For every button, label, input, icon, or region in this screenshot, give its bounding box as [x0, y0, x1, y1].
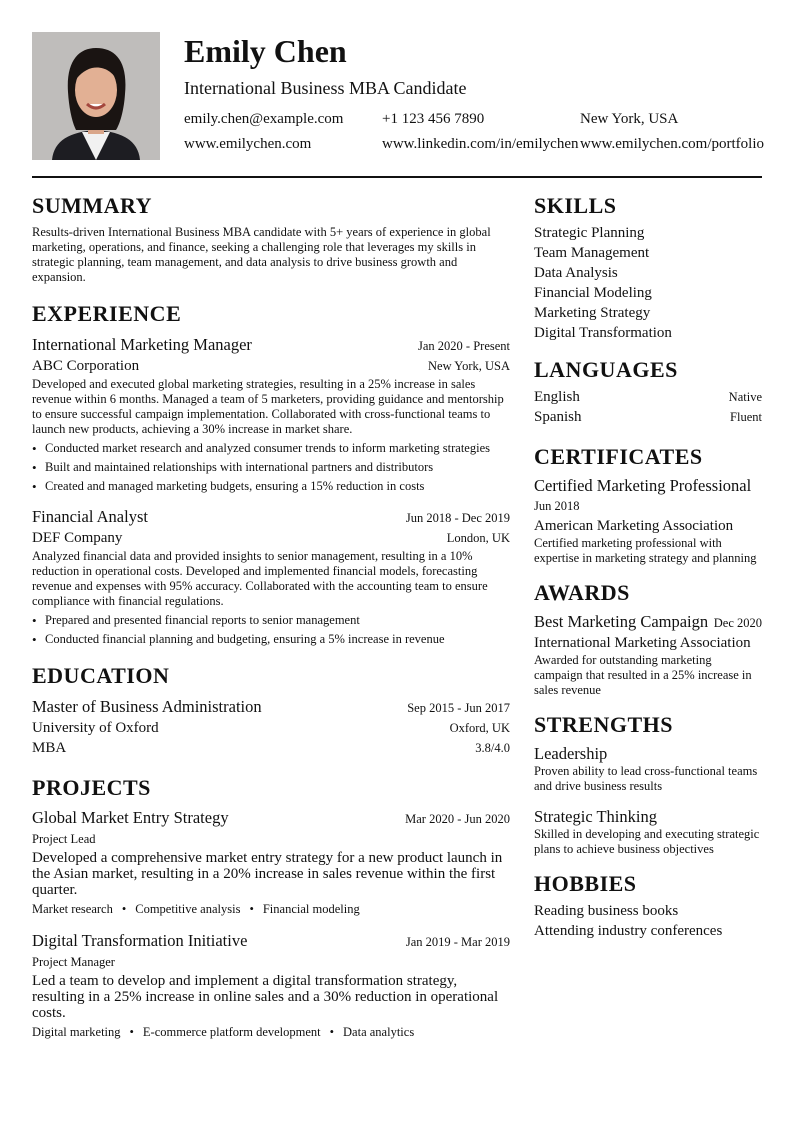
strengths-section: [534, 712, 762, 857]
job-location: New York, USA: [428, 359, 510, 373]
section-heading: EXPERIENCE: [32, 301, 182, 326]
summary-text: Results-driven International Business MBA candidate with 5+ years of experience in global marketing, operations, and finance, seeking a challenging role that leverages my skills in strategic planning, team management, and data analysis to drive business growth and expansion.: [32, 225, 491, 284]
project-title: Global Market Entry Strategy: [32, 808, 229, 827]
list-item: Marketing Strategy: [534, 305, 651, 321]
project-role: Project Lead: [32, 832, 96, 846]
list-item: • Built and maintained relationships with international partners and distributors: [32, 460, 510, 475]
language-level: Native: [728, 390, 762, 404]
award-description: Awarded for outstanding marketing campaign that resulted in a 25% increase in sales revenue: [534, 653, 752, 697]
job-title: International Marketing Manager: [32, 335, 252, 354]
tag-separator: •: [121, 902, 127, 916]
job-title: Financial Analyst: [32, 507, 148, 526]
location-text: New York, USA: [580, 111, 679, 127]
award-date: Dec 2020: [713, 616, 762, 630]
strength-title: Strategic Thinking: [534, 807, 657, 826]
job-dates: Jan 2020 - Present: [418, 339, 510, 353]
header-divider: [32, 176, 762, 178]
list-item: Digital Transformation: [534, 325, 672, 341]
project-title: Digital Transformation Initiative: [32, 931, 248, 950]
full-name: Emily Chen: [184, 33, 347, 69]
sidebar-column: [534, 193, 762, 941]
language-row: [534, 387, 762, 407]
section-heading: AWARDS: [534, 580, 630, 605]
school-name: University of Oxford: [32, 720, 159, 736]
gpa-value: 3.8/4.0: [475, 741, 510, 755]
experience-section: [32, 301, 510, 647]
project-role: Project Manager: [32, 955, 115, 969]
tag: Competitive analysis: [135, 902, 241, 916]
website-link[interactable]: www.emilychen.com: [184, 136, 312, 152]
linkedin-link[interactable]: www.linkedin.com/in/emilychen: [382, 136, 579, 152]
project-description: Led a team to develop and implement a digital transformation strategy, resulting in a 25% increase in online sales and a 30% reduction in operational costs.: [32, 973, 499, 1021]
job-bullets: [32, 441, 510, 494]
list-item: • Created and managed marketing budgets, ensuring a 15% reduction in costs: [32, 479, 510, 494]
certificate-date: Jun 2018: [534, 499, 580, 513]
project-tags: [32, 901, 510, 917]
award-title: Best Marketing Campaign: [534, 612, 709, 631]
list-item: Strategic Planning: [534, 225, 645, 241]
section-heading: CERTIFICATES: [534, 444, 703, 469]
tag: Data analytics: [343, 1025, 415, 1039]
section-heading: STRENGTHS: [534, 712, 673, 737]
job-dates: Jun 2018 - Dec 2019: [405, 511, 510, 525]
language-name: English: [534, 389, 580, 405]
list-item: • Prepared and presented financial reports to senior management: [32, 613, 510, 628]
main-column: [32, 193, 510, 1040]
portfolio-link[interactable]: www.emilychen.com/portfolio: [580, 136, 764, 152]
job-bullets: [32, 613, 510, 647]
strength-description: Skilled in developing and executing strategic plans to achieve business objectives: [534, 827, 760, 856]
language-level: Fluent: [730, 410, 762, 424]
section-heading: PROJECTS: [32, 775, 151, 800]
awards-section: [534, 580, 762, 698]
tag: Digital marketing: [32, 1025, 121, 1039]
tag: Market research: [32, 902, 113, 916]
degree-short: MBA: [32, 740, 67, 756]
company-name: DEF Company: [32, 530, 123, 546]
job-description: Developed and executed global marketing strategies, resulting in a 25% increase in sales revenue within 6 months. Managed a team of 5 marketers, providing guidance and mentorship to ensure successful campaign implementation. Collaborated with cross-functional teams to launch new products, achieving a 30% increase in market share.: [32, 377, 504, 436]
hobbies-section: [534, 871, 762, 941]
section-heading: EDUCATION: [32, 663, 170, 688]
tag: E-commerce platform development: [142, 1025, 321, 1039]
section-heading: LANGUAGES: [534, 357, 678, 382]
tag: Financial modeling: [262, 902, 360, 916]
project-item: [32, 807, 510, 917]
job-location: London, UK: [446, 531, 510, 545]
list-item: Team Management: [534, 245, 650, 261]
project-item: [32, 930, 510, 1040]
experience-item: [32, 334, 510, 494]
headline: International Business MBA Candidate: [184, 78, 467, 98]
certificate-issuer: American Marketing Association: [534, 518, 734, 534]
list-item: • Conducted financial planning and budgeting, ensuring a 5% increase in revenue: [32, 632, 510, 647]
languages-section: [534, 357, 762, 427]
strength-item: [534, 743, 762, 794]
profile-photo: [32, 32, 160, 160]
strength-title: Leadership: [534, 744, 608, 763]
project-dates: Jan 2019 - Mar 2019: [405, 935, 510, 949]
email-link[interactable]: emily.chen@example.com: [184, 111, 344, 127]
tag-separator: •: [329, 1025, 335, 1039]
language-name: Spanish: [534, 409, 582, 425]
list-item: Data Analysis: [534, 265, 618, 281]
certificate-title: Certified Marketing Professional: [534, 476, 752, 495]
tag-separator: •: [129, 1025, 134, 1039]
education-dates: Sep 2015 - Jun 2017: [407, 701, 510, 715]
award-issuer: International Marketing Association: [534, 635, 751, 651]
degree-name: Master of Business Administration: [32, 697, 262, 716]
section-heading: HOBBIES: [534, 871, 637, 896]
section-heading: SUMMARY: [32, 193, 153, 218]
tag-separator: •: [249, 902, 254, 916]
experience-item: [32, 506, 510, 647]
certificate-description: Certified marketing professional with expertise in marketing strategy and planning: [534, 536, 757, 565]
project-dates: Mar 2020 - Jun 2020: [405, 812, 510, 826]
company-name: ABC Corporation: [32, 358, 140, 374]
strength-description: Proven ability to lead cross-functional teams and drive business results: [534, 764, 758, 793]
project-description: Developed a comprehensive market entry strategy for a new product launch in the Asian market, resulting in a 20% increase in sales revenue within the first quarter.: [32, 850, 503, 898]
certificates-section: [534, 444, 762, 566]
profile-photo-image: [32, 32, 160, 160]
list-item: Attending industry conferences: [534, 923, 723, 939]
list-item: • Conducted market research and analyzed consumer trends to inform marketing strategies: [32, 441, 510, 456]
summary-section: [32, 193, 510, 285]
phone-number[interactable]: +1 123 456 7890: [382, 111, 485, 127]
language-row: [534, 407, 762, 427]
skills-section: [534, 193, 762, 343]
school-location: Oxford, UK: [449, 721, 510, 735]
section-heading: SKILLS: [534, 193, 617, 218]
skills-list: [534, 223, 762, 343]
hobbies-list: [534, 901, 762, 941]
education-section: [32, 663, 510, 758]
resume-header: [32, 32, 762, 160]
list-item: Reading business books: [534, 903, 679, 919]
list-item: Financial Modeling: [534, 285, 652, 301]
projects-section: [32, 775, 510, 1040]
job-description: Analyzed financial data and provided insights to senior management, resulting in a 10% reduction in operational costs. Developed and implemented financial models, forecasting revenue and expenses with 95% accuracy. Collaborated with the accounting team to ensure compliance with financial regulations.: [32, 549, 488, 608]
strength-item: [534, 806, 762, 857]
project-tags: [32, 1024, 510, 1040]
